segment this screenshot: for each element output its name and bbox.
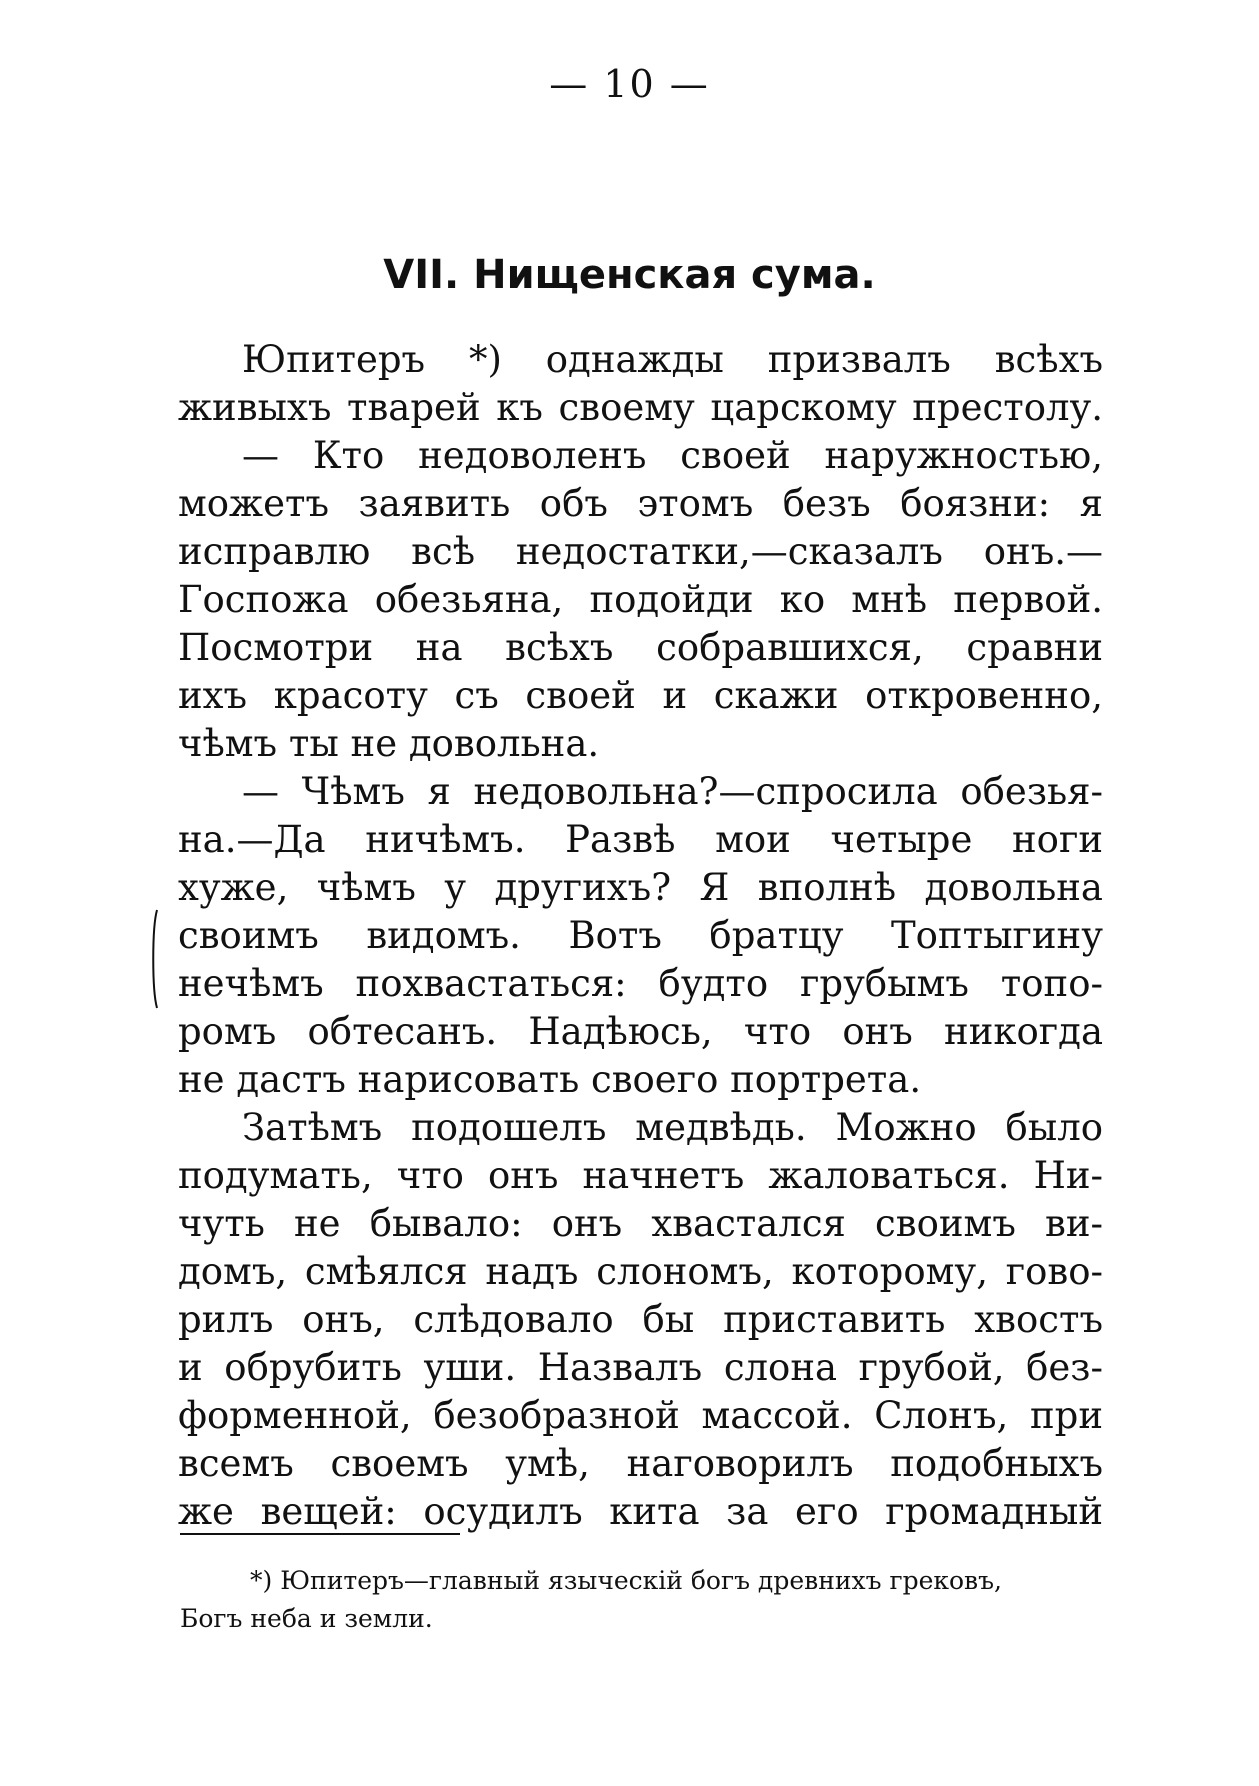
text-line: Затѣмъ подошелъ медвѣдь. Можно было: [242, 1106, 1103, 1149]
text-line: Посмотри на всѣхъ собравшихся, сравни: [178, 626, 1103, 669]
text-line: ромъ обтесанъ. Надѣюсь, что онъ никогда: [178, 1010, 1103, 1053]
text-line: чѣмъ ты не довольна.: [178, 722, 600, 765]
footnote-line: *) Юпитеръ—главный языческій богъ древнихъ грековъ,: [250, 1566, 1002, 1595]
page-number: — 10 —: [549, 62, 710, 106]
text-line: и обрубить уши. Назвалъ слона грубой, без-: [178, 1346, 1103, 1389]
body-text: [178, 336, 1103, 1536]
text-line: можетъ заявить объ этомъ безъ боязни: я: [178, 482, 1103, 525]
text-line: рилъ онъ, слѣдовало бы приставить хвостъ: [178, 1298, 1103, 1341]
chapter-title: VII. Нищенская сума.: [383, 252, 876, 298]
footnote: [180, 1562, 1105, 1638]
text-line: хуже, чѣмъ у другихъ? Я вполнѣ довольна: [178, 866, 1103, 909]
text-line: домъ, смѣялся надъ слономъ, которому, гово-: [178, 1250, 1103, 1293]
text-line: своимъ видомъ. Вотъ братцу Топтыгину: [178, 914, 1103, 957]
footnote-divider: [180, 1533, 460, 1535]
text-line: Госпожа обезьяна, подойди ко мнѣ первой.: [178, 578, 1103, 621]
text-line: — Чѣмъ я недовольна?—спросила обезья-: [242, 770, 1103, 813]
text-line: форменной, безобразной массой. Слонъ, при: [178, 1394, 1103, 1437]
text-line: же вещей: осудилъ кита за его громадный: [178, 1490, 1103, 1533]
footnote-line: Богъ неба и земли.: [180, 1604, 433, 1633]
text-line: ихъ красоту съ своей и скажи откровенно,: [178, 674, 1103, 717]
text-line: всемъ своемъ умѣ, наговорилъ подобныхъ: [178, 1442, 1103, 1485]
text-line: подумать, что онъ начнетъ жаловаться. Ни-: [178, 1154, 1103, 1197]
text-line: на.—Да ничѣмъ. Развѣ мои четыре ноги: [178, 818, 1103, 861]
text-line: живыхъ тварей къ своему царскому престолу.: [178, 386, 1103, 429]
text-line: исправлю всѣ недостатки,—сказалъ онъ.—: [178, 530, 1103, 573]
text-line: Юпитеръ *) однажды призвалъ всѣхъ: [242, 338, 1103, 381]
text-line: не дастъ нарисовать своего портрета.: [178, 1058, 922, 1101]
margin-bracket-mark: [150, 908, 160, 1010]
text-line: — Кто недоволенъ своей наружностью,: [242, 434, 1103, 477]
text-line: нечѣмъ похвастаться: будто грубымъ топо-: [178, 962, 1103, 1005]
text-line: чуть не бывало: онъ хвастался своимъ ви-: [178, 1202, 1103, 1245]
